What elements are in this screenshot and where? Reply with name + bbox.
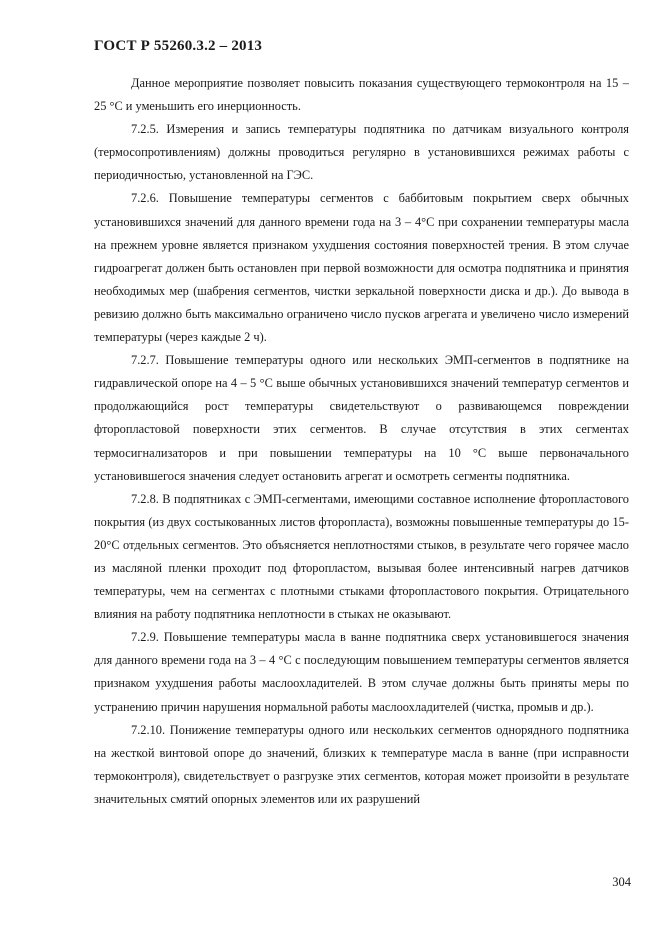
paragraph-7-2-6: 7.2.6. Повышение температуры сегментов с баббитовым покрытием сверх обычных установившихся значений для данного времени года на 3 – 4°С при сохранении температуры масла на прежнем уровне является признаком ухудшения состояния поверхностей трения. В этом случае гидроагрегат должен быть остановлен при первой возможности для осмотра подпятника и принятия необходимых мер (шабрения сегментов, чистки зеркальной поверхности диска и др.). До вывода в ревизию должно быть максимально ограничено число пусков агрегата и увеличено число измерений температуры (через каждые 2 ч). [94,191,629,345]
paragraph-intro: Данное мероприятие позволяет повысить показания существующего термоконтроля на 15 – 25 °С и уменьшить его инерционность. [94,76,629,114]
paragraph-7-2-10: 7.2.10. Понижение температуры одного или нескольких сегментов однорядного подпятника на жесткой винтовой опоре до значений, близких к температуре масла в ванне (при исправности термоконтроля), свидетельствует о разгрузке этих сегментов, которая может произойти в результате значительных смятий опорных элементов или их разрушений [94,722,629,806]
paragraph-7-2-5: 7.2.5. Измерения и запись температуры подпятника по датчикам визуального контроля (термосопротивлениям) должны проводиться регулярно в установившихся режимах работы с периодичностью, установленной на ГЭС. [94,122,629,183]
document-body [94,72,629,811]
paragraph-7-2-7: 7.2.7. Повышение температуры одного или нескольких ЭМП-сегментов в подпятнике на гидравлической опоре на 4 – 5 °С выше обычных установившихся значений температур сегментов и продолжающийся рост температуры свидетельствуют о развивающемся повреждении фторопластовой поверхности этих сегментов. В случае отсутствия в этих сегментах термосигнализаторов и при повышении температуры на 10 °С выше первоначального установившегося значения следует остановить агрегат и осмотреть сегменты подпятника. [94,353,629,483]
paragraph-7-2-9: 7.2.9. Повышение температуры масла в ванне подпятника сверх установившегося значения для данного времени года на 3 – 4 °С с последующим повышением температуры сегментов является признаком ухудшения работы маслоохладителей. В этом случае должны быть приняты меры по устранению причин нарушения нормальной работы маслоохладителей (чистка, промыв и др.). [94,630,629,714]
document-header: ГОСТ Р 55260.3.2 – 2013 [94,38,263,54]
page-number: 304 [612,875,631,889]
paragraph-7-2-8: 7.2.8. В подпятниках с ЭМП-сегментами, имеющими составное исполнение фторопластового покрытия (из двух состыкованных листов фторопласта), возможны повышенные температуры до 15-20°С отдельных сегментов. Это объясняется неплотностями стыков, в результате чего горячее масло из масляной пленки проходит под фторопластом, вызывая более интенсивный нагрев датчиков температуры, чем на сегментах с плотными стыками фторопластового покрытия. Отрицательного влияния на работу подпятника неплотности в стыках не оказывают. [94,491,629,622]
